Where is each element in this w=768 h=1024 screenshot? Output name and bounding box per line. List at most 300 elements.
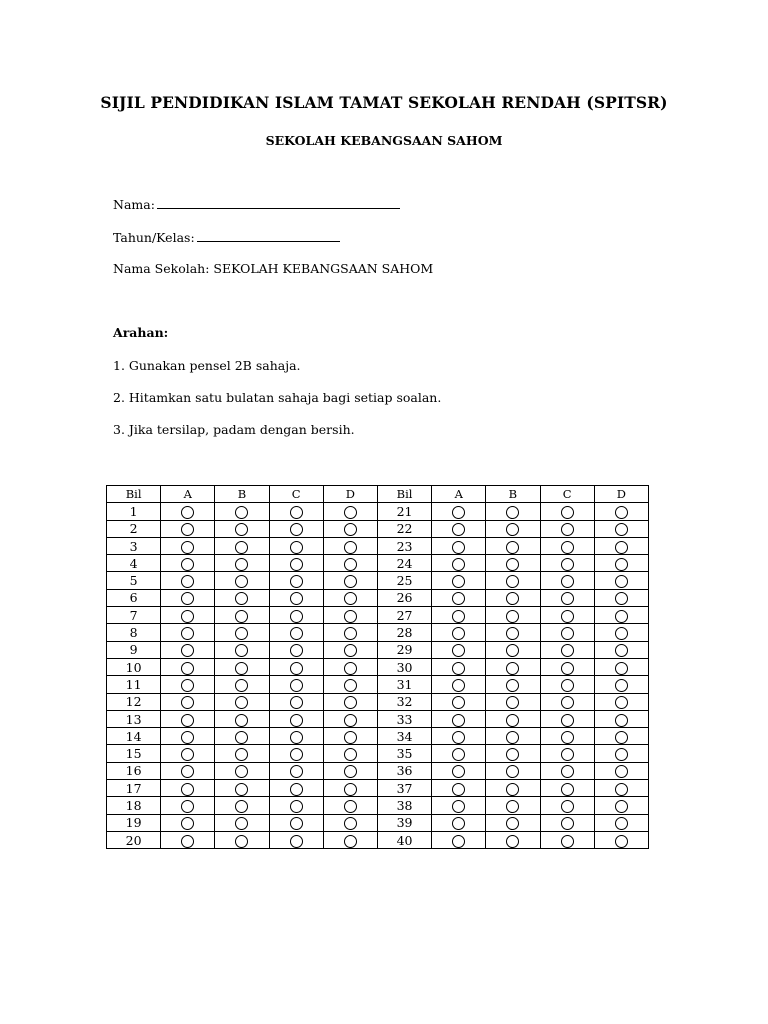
answer-bubble-c[interactable] <box>290 541 303 554</box>
answer-cell <box>161 555 215 572</box>
answer-bubble-b[interactable] <box>506 765 519 778</box>
answer-bubble-d[interactable] <box>344 765 357 778</box>
answer-bubble-d[interactable] <box>615 817 628 830</box>
answer-bubble-a[interactable] <box>452 558 465 571</box>
answer-cell <box>594 520 648 537</box>
table-header-row <box>107 486 649 503</box>
instruction-item: 3. Jika tersilap, padam dengan bersih. <box>113 422 355 437</box>
answer-cell <box>486 693 540 710</box>
answer-bubble-d[interactable] <box>615 627 628 640</box>
table-row <box>107 572 649 589</box>
question-number: 10 <box>107 658 161 675</box>
answer-bubble-d[interactable] <box>615 748 628 761</box>
answer-bubble-d[interactable] <box>344 592 357 605</box>
answer-cell <box>594 572 648 589</box>
question-number: 25 <box>377 572 431 589</box>
answer-bubble-c[interactable] <box>561 731 574 744</box>
answer-bubble-b[interactable] <box>235 817 248 830</box>
answer-bubble-c[interactable] <box>561 748 574 761</box>
answer-bubble-c[interactable] <box>290 662 303 675</box>
question-number: 3 <box>107 537 161 554</box>
answer-bubble-d[interactable] <box>615 679 628 692</box>
answer-cell <box>486 520 540 537</box>
name-blank-line[interactable] <box>157 197 400 209</box>
answer-cell <box>161 762 215 779</box>
table-row <box>107 676 649 693</box>
table-row <box>107 780 649 797</box>
answer-bubble-d[interactable] <box>615 523 628 536</box>
answer-bubble-a[interactable] <box>452 748 465 761</box>
class-label: Tahun/Kelas: <box>113 230 195 245</box>
answer-cell <box>215 676 269 693</box>
answer-bubble-a[interactable] <box>452 765 465 778</box>
answer-bubble-b[interactable] <box>506 575 519 588</box>
answer-bubble-b[interactable] <box>506 541 519 554</box>
answer-cell <box>486 607 540 624</box>
answer-bubble-b[interactable] <box>506 644 519 657</box>
answer-cell <box>540 693 594 710</box>
answer-bubble-c[interactable] <box>290 765 303 778</box>
answer-cell <box>215 537 269 554</box>
answer-cell <box>215 555 269 572</box>
answer-bubble-b[interactable] <box>506 748 519 761</box>
column-header-option: C <box>540 486 594 503</box>
answer-bubble-d[interactable] <box>344 610 357 623</box>
answer-bubble-b[interactable] <box>506 679 519 692</box>
question-number: 16 <box>107 762 161 779</box>
answer-bubble-a[interactable] <box>452 506 465 519</box>
answer-cell <box>486 676 540 693</box>
answer-bubble-d[interactable] <box>344 835 357 848</box>
answer-bubble-b[interactable] <box>506 800 519 813</box>
answer-bubble-b[interactable] <box>235 627 248 640</box>
answer-cell <box>161 676 215 693</box>
answer-bubble-c[interactable] <box>290 748 303 761</box>
answer-cell <box>269 555 323 572</box>
answer-bubble-a[interactable] <box>181 835 194 848</box>
answer-bubble-b[interactable] <box>235 800 248 813</box>
table-row <box>107 797 649 814</box>
answer-bubble-a[interactable] <box>181 558 194 571</box>
question-number: 23 <box>377 537 431 554</box>
answer-cell <box>594 831 648 848</box>
answer-bubble-a[interactable] <box>452 575 465 588</box>
table-row <box>107 831 649 848</box>
answer-bubble-b[interactable] <box>235 610 248 623</box>
answer-cell <box>432 814 486 831</box>
answer-bubble-c[interactable] <box>290 506 303 519</box>
answer-bubble-d[interactable] <box>344 800 357 813</box>
answer-bubble-b[interactable] <box>235 662 248 675</box>
instruction-item: 2. Hitamkan satu bulatan sahaja bagi setiap soalan. <box>113 390 442 405</box>
answer-bubble-a[interactable] <box>181 783 194 796</box>
answer-cell <box>215 520 269 537</box>
question-number: 1 <box>107 503 161 520</box>
question-number: 19 <box>107 814 161 831</box>
answer-bubble-a[interactable] <box>181 679 194 692</box>
answer-cell <box>432 676 486 693</box>
answer-bubble-a[interactable] <box>452 679 465 692</box>
answer-cell <box>215 572 269 589</box>
instruction-item: 1. Gunakan pensel 2B sahaja. <box>113 358 301 373</box>
answer-bubble-a[interactable] <box>452 817 465 830</box>
answer-cell <box>269 831 323 848</box>
answer-bubble-c[interactable] <box>561 696 574 709</box>
table-row <box>107 503 649 520</box>
answer-bubble-d[interactable] <box>344 541 357 554</box>
answer-cell <box>486 831 540 848</box>
answer-bubble-d[interactable] <box>344 817 357 830</box>
answer-bubble-b[interactable] <box>506 592 519 605</box>
answer-cell <box>540 762 594 779</box>
answer-bubble-b[interactable] <box>235 506 248 519</box>
answer-cell <box>323 745 377 762</box>
answer-bubble-d[interactable] <box>615 575 628 588</box>
answer-bubble-b[interactable] <box>506 662 519 675</box>
answer-bubble-c[interactable] <box>290 835 303 848</box>
answer-cell <box>323 641 377 658</box>
table-row <box>107 745 649 762</box>
answer-cell <box>486 797 540 814</box>
answer-bubble-b[interactable] <box>235 765 248 778</box>
answer-bubble-a[interactable] <box>181 627 194 640</box>
answer-bubble-a[interactable] <box>452 627 465 640</box>
question-number: 20 <box>107 831 161 848</box>
answer-cell <box>432 831 486 848</box>
table-row <box>107 537 649 554</box>
question-number: 35 <box>377 745 431 762</box>
answer-cell <box>540 607 594 624</box>
answer-bubble-d[interactable] <box>344 783 357 796</box>
answer-cell <box>161 745 215 762</box>
answer-cell <box>161 572 215 589</box>
answer-cell <box>323 762 377 779</box>
answer-bubble-b[interactable] <box>506 506 519 519</box>
answer-bubble-a[interactable] <box>181 731 194 744</box>
question-number: 29 <box>377 641 431 658</box>
answer-cell <box>486 762 540 779</box>
answer-cell <box>269 780 323 797</box>
answer-bubble-b[interactable] <box>506 627 519 640</box>
answer-bubble-a[interactable] <box>181 662 194 675</box>
answer-bubble-a[interactable] <box>181 817 194 830</box>
answer-cell <box>540 503 594 520</box>
answer-bubble-d[interactable] <box>344 662 357 675</box>
answer-bubble-b[interactable] <box>506 835 519 848</box>
table-row <box>107 607 649 624</box>
answer-cell <box>594 624 648 641</box>
answer-cell <box>540 624 594 641</box>
answer-bubble-d[interactable] <box>344 627 357 640</box>
answer-bubble-c[interactable] <box>290 592 303 605</box>
answer-bubble-c[interactable] <box>561 506 574 519</box>
answer-bubble-c[interactable] <box>290 558 303 571</box>
answer-bubble-c[interactable] <box>561 610 574 623</box>
answer-cell <box>594 676 648 693</box>
answer-bubble-b[interactable] <box>235 644 248 657</box>
answer-cell <box>486 572 540 589</box>
answer-cell <box>161 520 215 537</box>
answer-bubble-a[interactable] <box>181 523 194 536</box>
answer-bubble-c[interactable] <box>290 627 303 640</box>
answer-cell <box>486 641 540 658</box>
answer-bubble-d[interactable] <box>344 679 357 692</box>
answer-cell <box>486 814 540 831</box>
answer-bubble-d[interactable] <box>615 644 628 657</box>
answer-bubble-b[interactable] <box>235 696 248 709</box>
answer-bubble-b[interactable] <box>235 714 248 727</box>
answer-bubble-a[interactable] <box>181 610 194 623</box>
answer-bubble-c[interactable] <box>290 817 303 830</box>
answer-bubble-a[interactable] <box>452 644 465 657</box>
answer-bubble-a[interactable] <box>181 541 194 554</box>
answer-bubble-a[interactable] <box>452 835 465 848</box>
answer-bubble-a[interactable] <box>181 575 194 588</box>
name-field <box>113 197 400 212</box>
answer-bubble-a[interactable] <box>181 714 194 727</box>
answer-bubble-b[interactable] <box>235 835 248 848</box>
table-row <box>107 762 649 779</box>
answer-cell <box>432 607 486 624</box>
answer-bubble-a[interactable] <box>181 696 194 709</box>
answer-bubble-a[interactable] <box>452 800 465 813</box>
answer-cell <box>323 693 377 710</box>
answer-cell <box>486 624 540 641</box>
answer-bubble-d[interactable] <box>615 506 628 519</box>
answer-cell <box>323 624 377 641</box>
answer-bubble-c[interactable] <box>561 558 574 571</box>
answer-bubble-d[interactable] <box>344 714 357 727</box>
instructions-heading: Arahan: <box>113 325 169 340</box>
answer-bubble-c[interactable] <box>561 800 574 813</box>
answer-bubble-b[interactable] <box>506 523 519 536</box>
table-row <box>107 814 649 831</box>
answer-cell <box>215 831 269 848</box>
question-number: 21 <box>377 503 431 520</box>
answer-bubble-c[interactable] <box>561 627 574 640</box>
answer-cell <box>215 693 269 710</box>
answer-bubble-c[interactable] <box>561 783 574 796</box>
answer-cell <box>540 797 594 814</box>
answer-cell <box>215 589 269 606</box>
answer-bubble-d[interactable] <box>615 662 628 675</box>
answer-cell <box>594 555 648 572</box>
answer-bubble-a[interactable] <box>452 714 465 727</box>
answer-cell <box>215 797 269 814</box>
answer-cell <box>540 676 594 693</box>
answer-bubble-c[interactable] <box>290 731 303 744</box>
answer-bubble-a[interactable] <box>181 644 194 657</box>
answer-cell <box>486 780 540 797</box>
answer-bubble-a[interactable] <box>181 506 194 519</box>
answer-bubble-d[interactable] <box>344 558 357 571</box>
question-number: 12 <box>107 693 161 710</box>
school-name-line: Nama Sekolah: SEKOLAH KEBANGSAAN SAHOM <box>113 261 434 276</box>
answer-bubble-d[interactable] <box>615 592 628 605</box>
answer-bubble-b[interactable] <box>506 714 519 727</box>
class-field <box>113 230 340 245</box>
answer-bubble-d[interactable] <box>344 644 357 657</box>
answer-cell <box>432 780 486 797</box>
answer-bubble-b[interactable] <box>235 679 248 692</box>
answer-bubble-c[interactable] <box>290 800 303 813</box>
answer-bubble-a[interactable] <box>181 748 194 761</box>
answer-bubble-b[interactable] <box>235 748 248 761</box>
answer-cell <box>594 693 648 710</box>
answer-cell <box>594 658 648 675</box>
table-row <box>107 728 649 745</box>
answer-bubble-d[interactable] <box>344 731 357 744</box>
answer-bubble-c[interactable] <box>290 610 303 623</box>
question-number: 26 <box>377 589 431 606</box>
answer-bubble-b[interactable] <box>506 610 519 623</box>
answer-bubble-a[interactable] <box>452 523 465 536</box>
answer-cell <box>540 710 594 727</box>
answer-bubble-d[interactable] <box>615 765 628 778</box>
answer-bubble-c[interactable] <box>561 817 574 830</box>
answer-bubble-d[interactable] <box>344 575 357 588</box>
answer-cell <box>215 658 269 675</box>
answer-bubble-d[interactable] <box>344 748 357 761</box>
answer-bubble-a[interactable] <box>452 731 465 744</box>
answer-bubble-c[interactable] <box>561 592 574 605</box>
answer-cell <box>269 814 323 831</box>
answer-bubble-c[interactable] <box>290 575 303 588</box>
answer-cell <box>215 624 269 641</box>
answer-bubble-c[interactable] <box>290 523 303 536</box>
answer-bubble-b[interactable] <box>235 731 248 744</box>
table-row <box>107 658 649 675</box>
answer-cell <box>540 658 594 675</box>
question-number: 36 <box>377 762 431 779</box>
answer-bubble-a[interactable] <box>452 610 465 623</box>
table-row <box>107 693 649 710</box>
question-number: 13 <box>107 710 161 727</box>
answer-bubble-d[interactable] <box>615 783 628 796</box>
answer-bubble-b[interactable] <box>235 575 248 588</box>
answer-cell <box>161 728 215 745</box>
answer-cell <box>432 745 486 762</box>
answer-cell <box>594 641 648 658</box>
answer-bubble-b[interactable] <box>235 541 248 554</box>
answer-cell <box>432 710 486 727</box>
answer-bubble-c[interactable] <box>561 523 574 536</box>
answer-bubble-d[interactable] <box>344 506 357 519</box>
school-name-heading: SEKOLAH KEBANGSAAN SAHOM <box>265 133 503 148</box>
answer-bubble-d[interactable] <box>615 610 628 623</box>
answer-cell <box>269 624 323 641</box>
answer-cell <box>323 728 377 745</box>
answer-bubble-c[interactable] <box>561 714 574 727</box>
answer-bubble-d[interactable] <box>615 731 628 744</box>
answer-bubble-a[interactable] <box>181 800 194 813</box>
answer-bubble-a[interactable] <box>452 783 465 796</box>
answer-bubble-b[interactable] <box>506 783 519 796</box>
answer-bubble-c[interactable] <box>561 835 574 848</box>
column-header-option: B <box>215 486 269 503</box>
answer-bubble-a[interactable] <box>452 696 465 709</box>
answer-bubble-c[interactable] <box>290 644 303 657</box>
answer-bubble-d[interactable] <box>615 696 628 709</box>
answer-bubble-a[interactable] <box>452 662 465 675</box>
answer-cell <box>323 520 377 537</box>
question-number: 24 <box>377 555 431 572</box>
answer-bubble-b[interactable] <box>506 696 519 709</box>
answer-bubble-c[interactable] <box>561 679 574 692</box>
answer-cell <box>432 572 486 589</box>
question-number: 31 <box>377 676 431 693</box>
answer-cell <box>323 780 377 797</box>
answer-cell <box>161 589 215 606</box>
answer-cell <box>269 537 323 554</box>
answer-bubble-c[interactable] <box>561 765 574 778</box>
answer-bubble-d[interactable] <box>344 696 357 709</box>
answer-bubble-c[interactable] <box>561 541 574 554</box>
answer-bubble-d[interactable] <box>615 800 628 813</box>
answer-bubble-b[interactable] <box>506 817 519 830</box>
answer-cell <box>540 745 594 762</box>
column-header-option: C <box>269 486 323 503</box>
answer-bubble-d[interactable] <box>615 541 628 554</box>
answer-bubble-b[interactable] <box>235 783 248 796</box>
question-number: 14 <box>107 728 161 745</box>
question-number: 17 <box>107 780 161 797</box>
answer-cell <box>323 658 377 675</box>
answer-cell <box>215 503 269 520</box>
answer-bubble-c[interactable] <box>561 644 574 657</box>
answer-bubble-d[interactable] <box>344 523 357 536</box>
answer-bubble-b[interactable] <box>235 558 248 571</box>
answer-bubble-a[interactable] <box>181 592 194 605</box>
answer-cell <box>540 555 594 572</box>
answer-bubble-b[interactable] <box>506 731 519 744</box>
answer-bubble-c[interactable] <box>290 714 303 727</box>
answer-cell <box>269 641 323 658</box>
answer-bubble-d[interactable] <box>615 835 628 848</box>
answer-cell <box>486 745 540 762</box>
answer-cell <box>161 658 215 675</box>
answer-bubble-b[interactable] <box>235 592 248 605</box>
answer-bubble-c[interactable] <box>290 783 303 796</box>
answer-cell <box>594 797 648 814</box>
answer-cell <box>323 831 377 848</box>
question-number: 7 <box>107 607 161 624</box>
answer-cell <box>540 589 594 606</box>
question-number: 2 <box>107 520 161 537</box>
class-blank-line[interactable] <box>197 230 340 242</box>
question-number: 38 <box>377 797 431 814</box>
answer-cell <box>323 814 377 831</box>
answer-bubble-b[interactable] <box>235 523 248 536</box>
answer-bubble-a[interactable] <box>452 592 465 605</box>
answer-bubble-a[interactable] <box>181 765 194 778</box>
answer-bubble-c[interactable] <box>561 575 574 588</box>
answer-bubble-c[interactable] <box>290 679 303 692</box>
answer-cell <box>215 762 269 779</box>
question-number: 37 <box>377 780 431 797</box>
answer-bubble-d[interactable] <box>615 714 628 727</box>
answer-bubble-d[interactable] <box>615 558 628 571</box>
answer-bubble-c[interactable] <box>561 662 574 675</box>
column-header-option: B <box>486 486 540 503</box>
question-number: 22 <box>377 520 431 537</box>
table-row <box>107 520 649 537</box>
answer-cell <box>269 693 323 710</box>
answer-bubble-b[interactable] <box>506 558 519 571</box>
answer-bubble-c[interactable] <box>290 696 303 709</box>
question-number: 34 <box>377 728 431 745</box>
answer-bubble-a[interactable] <box>452 541 465 554</box>
